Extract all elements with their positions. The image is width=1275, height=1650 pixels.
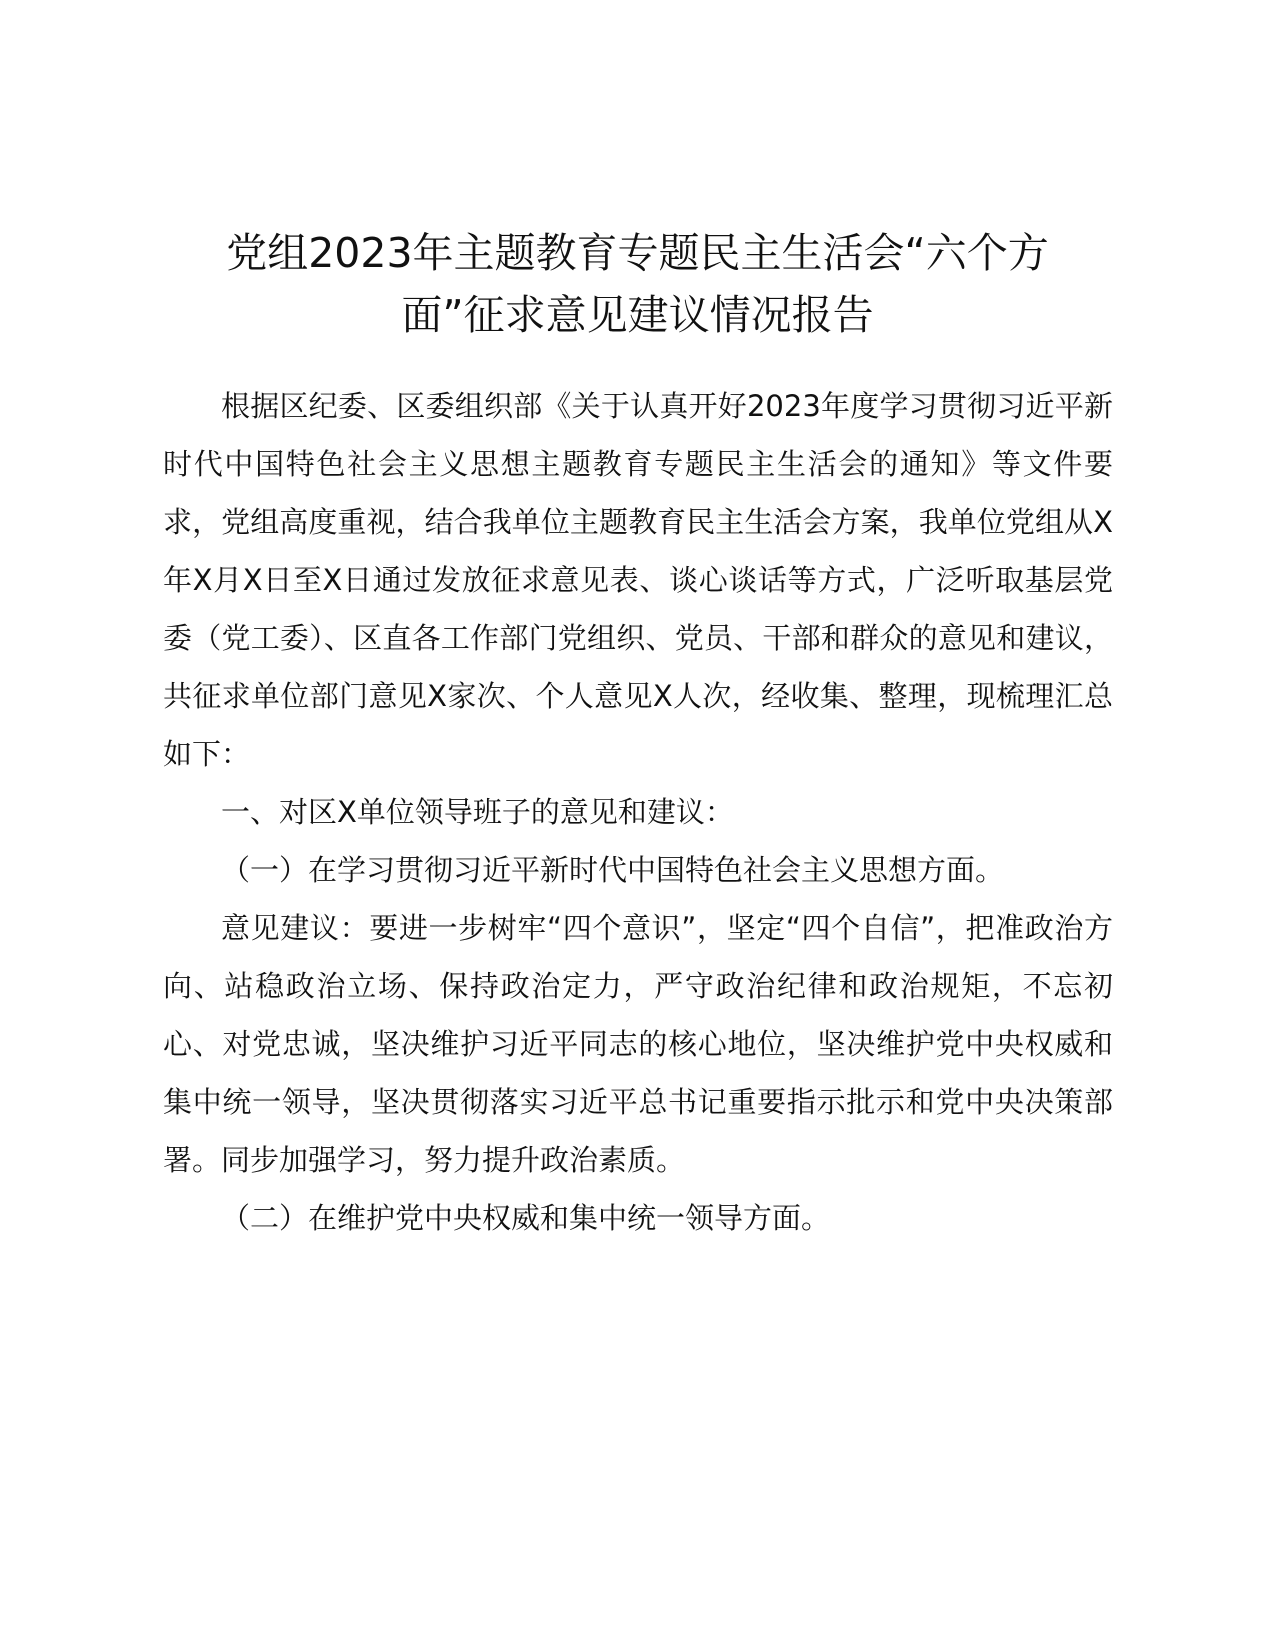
title-line-2: 面”征求意见建议情况报告 [401, 291, 874, 339]
title-line-1: 党组2023年主题教育专题民主生活会“六个方 [226, 229, 1049, 277]
document-title [150, 222, 1125, 346]
document-body [163, 377, 1113, 1247]
suggestion-paragraph: 意见建议：要进一步树牢“四个意识”，坚定“四个自信”，把准政治方向、站稳政治立场、保持政治定力，严守政治纪律和政治规矩，不忘初心、对党忠诚，坚决维护习近平同志的核心地位，坚决维护党中央权威和集中统一领导，坚决贯彻落实习近平总书记重要指示批示和党中央决策部署。同步加强学习，努力提升政治素质。 [163, 911, 1113, 1177]
subsection-heading-2: （二）在维护党中央权威和集中统一领导方面。 [221, 1201, 831, 1235]
subsection-heading-1: （一）在学习贯彻习近平新时代中国特色社会主义思想方面。 [221, 853, 1005, 887]
intro-paragraph: 根据区纪委、区委组织部《关于认真开好2023年度学习贯彻习近平新时代中国特色社会主义思想主题教育专题民主生活会的通知》等文件要求，党组高度重视，结合我单位主题教育民主生活会方案，我单位党组从X年X月X日至X日通过发放征求意见表、谈心谈话等方式，广泛听取基层党委（党工委）、区直各工作部门党组织、党员、干部和群众的意见和建议，共征求单位部门意见X家次、个人意见X人次，经收集、整理，现梳理汇总如下： [163, 389, 1113, 771]
section-heading-1: 一、对区X单位领导班子的意见和建议： [221, 795, 734, 829]
